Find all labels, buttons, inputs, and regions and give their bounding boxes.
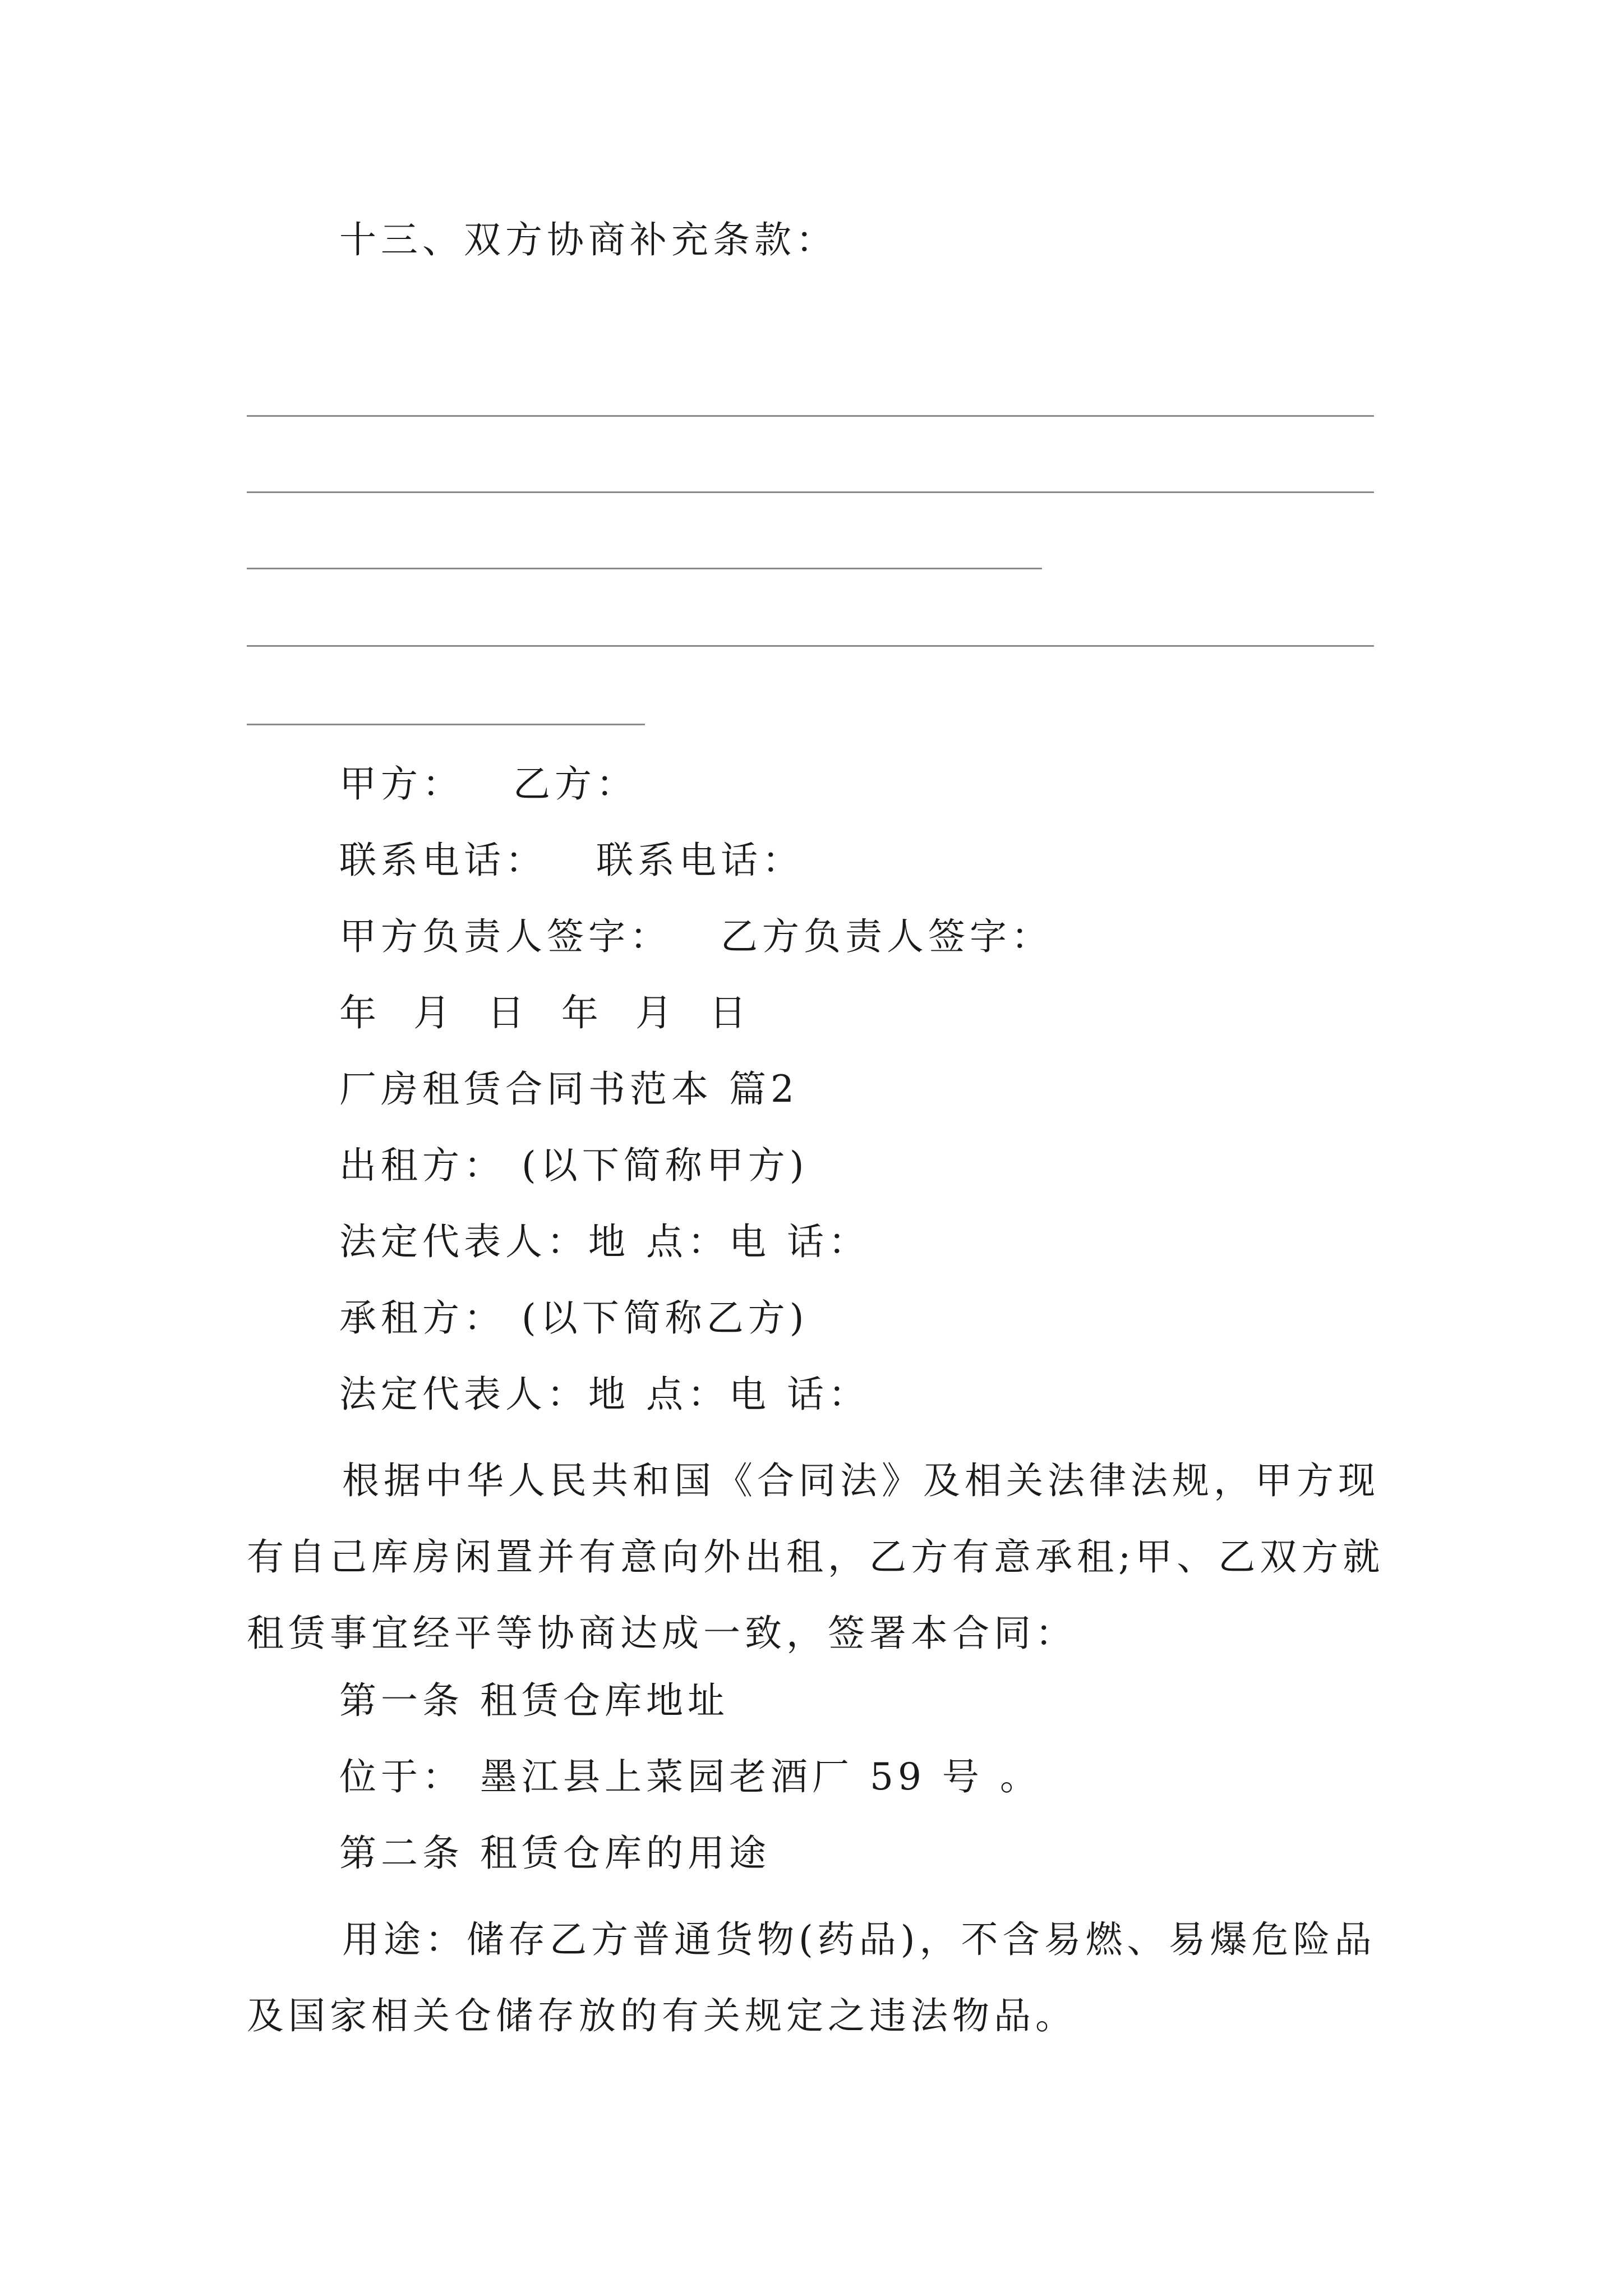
phone-line [339, 838, 804, 883]
blank-line-3 [247, 568, 1042, 569]
party-b-label: 乙方： [513, 762, 638, 806]
article2-title: 第二条 租赁仓库的用途 [339, 1832, 771, 1875]
blank-line-1 [247, 415, 1374, 417]
blank-line-2 [247, 491, 1374, 493]
signature-line [339, 914, 1053, 959]
date-a: 年 月 日 [339, 991, 529, 1034]
article1-body: 位于： 墨江县上菜园老酒厂 59 号 。 [339, 1755, 1041, 1798]
lessee-line: 承租方： (以下简称乙方) [339, 1296, 809, 1340]
lessee-rep-line: 法定代表人：地 点：电 话： [339, 1373, 870, 1416]
phone-b-label: 联系电话： [596, 839, 804, 882]
blank-line-5 [247, 724, 645, 725]
phone-a-label: 联系电话： [339, 839, 547, 882]
blank-line-4 [247, 645, 1374, 647]
contract2-title: 厂房租赁合同书范本 篇2 [339, 1068, 799, 1111]
sign-b-label: 乙方负责人签字： [720, 915, 1053, 958]
date-b: 年 月 日 [561, 991, 751, 1034]
lessor-rep-line: 法定代表人：地 点：电 话： [339, 1220, 870, 1263]
preamble-paragraph: 根据中华人民共和国《合同法》及相关法律法规，甲方现有自己库房闲置并有意向外出租，乙方有意承租;甲、乙双方就租赁事宜经平等协商达成一致，签署本合同： [247, 1459, 1385, 1655]
lessor-line: 出租方： (以下简称甲方) [339, 1144, 809, 1187]
article2-body: 用途：储存乙方普通货物(药品)，不含易燃、易爆危险品及国家相关仓储存放的有关规定之违法物品。 [247, 1918, 1376, 2037]
supplement-heading: 十三、双方协商补充条款： [339, 218, 837, 261]
party-a-label: 甲方： [339, 762, 464, 806]
party-line [339, 762, 638, 807]
date-line [339, 991, 751, 1036]
sign-a-label: 甲方负责人签字： [339, 915, 671, 958]
article1-title: 第一条 租赁仓库地址 [339, 1679, 729, 1722]
